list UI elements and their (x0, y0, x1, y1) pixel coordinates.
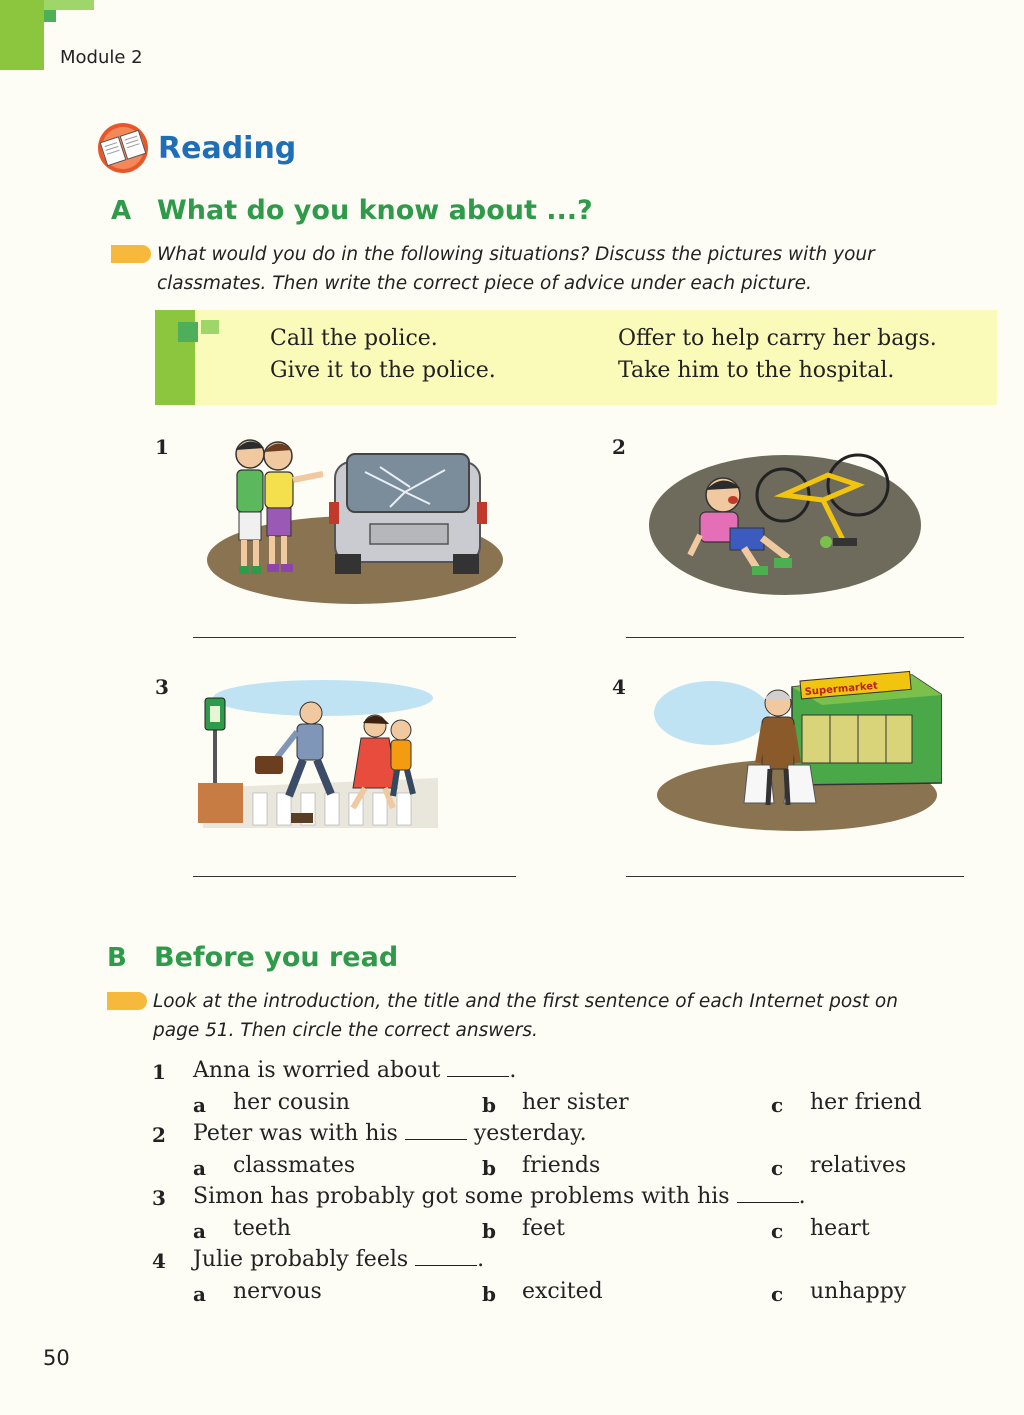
option-text[interactable]: unhappy (810, 1279, 907, 1304)
option-text[interactable]: feet (522, 1216, 566, 1241)
option-text[interactable]: nervous (233, 1279, 322, 1304)
question-text: Simon has probably got some problems with his . (193, 1184, 806, 1209)
option-text[interactable]: heart (810, 1216, 870, 1241)
answer-line (626, 637, 964, 638)
section-b-instruction (153, 987, 973, 1045)
instruction-line: What would you do in the following situations? Discuss the pictures with your (157, 244, 875, 265)
module-label: Module 2 (60, 47, 143, 68)
picture-number: 4 (612, 675, 626, 699)
option-text[interactable]: teeth (233, 1216, 291, 1241)
instruction-line: classmates. Then write the correct piece of advice under each picture. (157, 273, 812, 294)
picture-number: 1 (155, 435, 169, 459)
section-b-title: Before you read (154, 942, 399, 973)
section-b-letter: B (107, 943, 127, 973)
instruction-marker (107, 992, 147, 1010)
supermarket-illustration (652, 665, 942, 835)
question-text: Julie probably feels . (193, 1247, 485, 1272)
option-letter: c (771, 1093, 784, 1117)
question-number: 3 (152, 1186, 166, 1210)
corner-decoration-square (44, 10, 56, 22)
option-text[interactable]: relatives (810, 1153, 907, 1178)
broken-car-illustration (205, 432, 505, 607)
option-letter: a (193, 1282, 206, 1306)
option-text[interactable]: her friend (810, 1090, 922, 1115)
bicycle-fall-illustration (648, 440, 923, 600)
advice-option: Offer to help carry her bags. (618, 326, 937, 351)
picture-number: 2 (612, 435, 626, 459)
option-text[interactable]: her cousin (233, 1090, 350, 1115)
answer-blank (415, 1247, 477, 1266)
option-text[interactable]: her sister (522, 1090, 629, 1115)
section-a-letter: A (111, 196, 132, 226)
question-text: Anna is worried about . (193, 1058, 517, 1083)
corner-decoration-strip (44, 0, 94, 10)
instruction-line: page 51. Then circle the correct answers. (153, 1020, 538, 1041)
option-letter: c (771, 1282, 784, 1306)
advice-box-square (201, 320, 219, 334)
question-number: 4 (152, 1249, 166, 1273)
answer-line (193, 876, 516, 877)
option-text[interactable]: classmates (233, 1153, 356, 1178)
instruction-marker (111, 245, 151, 263)
section-a-title: What do you know about ...? (157, 195, 593, 226)
advice-option: Call the police. (270, 326, 438, 351)
page-number: 50 (43, 1346, 70, 1370)
zebra-crossing-illustration (193, 668, 448, 833)
option-letter: a (193, 1219, 206, 1243)
option-letter: c (771, 1219, 784, 1243)
question-number: 1 (152, 1060, 166, 1084)
question-text: Peter was with his yesterday. (193, 1121, 587, 1146)
corner-decoration (0, 0, 44, 70)
answer-blank (405, 1121, 467, 1140)
option-text[interactable]: friends (522, 1153, 601, 1178)
answer-line (626, 876, 964, 877)
option-letter: c (771, 1156, 784, 1180)
option-letter: b (482, 1219, 496, 1243)
question-number: 2 (152, 1123, 166, 1147)
answer-blank (447, 1058, 509, 1077)
instruction-line: Look at the introduction, the title and the first sentence of each Internet post on (153, 991, 898, 1012)
supermarket-sign: Supermarket (804, 680, 879, 698)
option-letter: a (193, 1156, 206, 1180)
book-icon (93, 122, 153, 174)
option-letter: b (482, 1282, 496, 1306)
advice-option: Take him to the hospital. (618, 358, 895, 383)
option-text[interactable]: excited (522, 1279, 603, 1304)
option-letter: a (193, 1093, 206, 1117)
answer-line (193, 637, 516, 638)
advice-box-square (178, 322, 198, 342)
section-title: Reading (158, 131, 297, 166)
section-a-instruction (157, 240, 977, 298)
option-letter: b (482, 1093, 496, 1117)
option-letter: b (482, 1156, 496, 1180)
advice-option: Give it to the police. (270, 358, 496, 383)
picture-number: 3 (155, 675, 169, 699)
answer-blank (737, 1184, 799, 1203)
